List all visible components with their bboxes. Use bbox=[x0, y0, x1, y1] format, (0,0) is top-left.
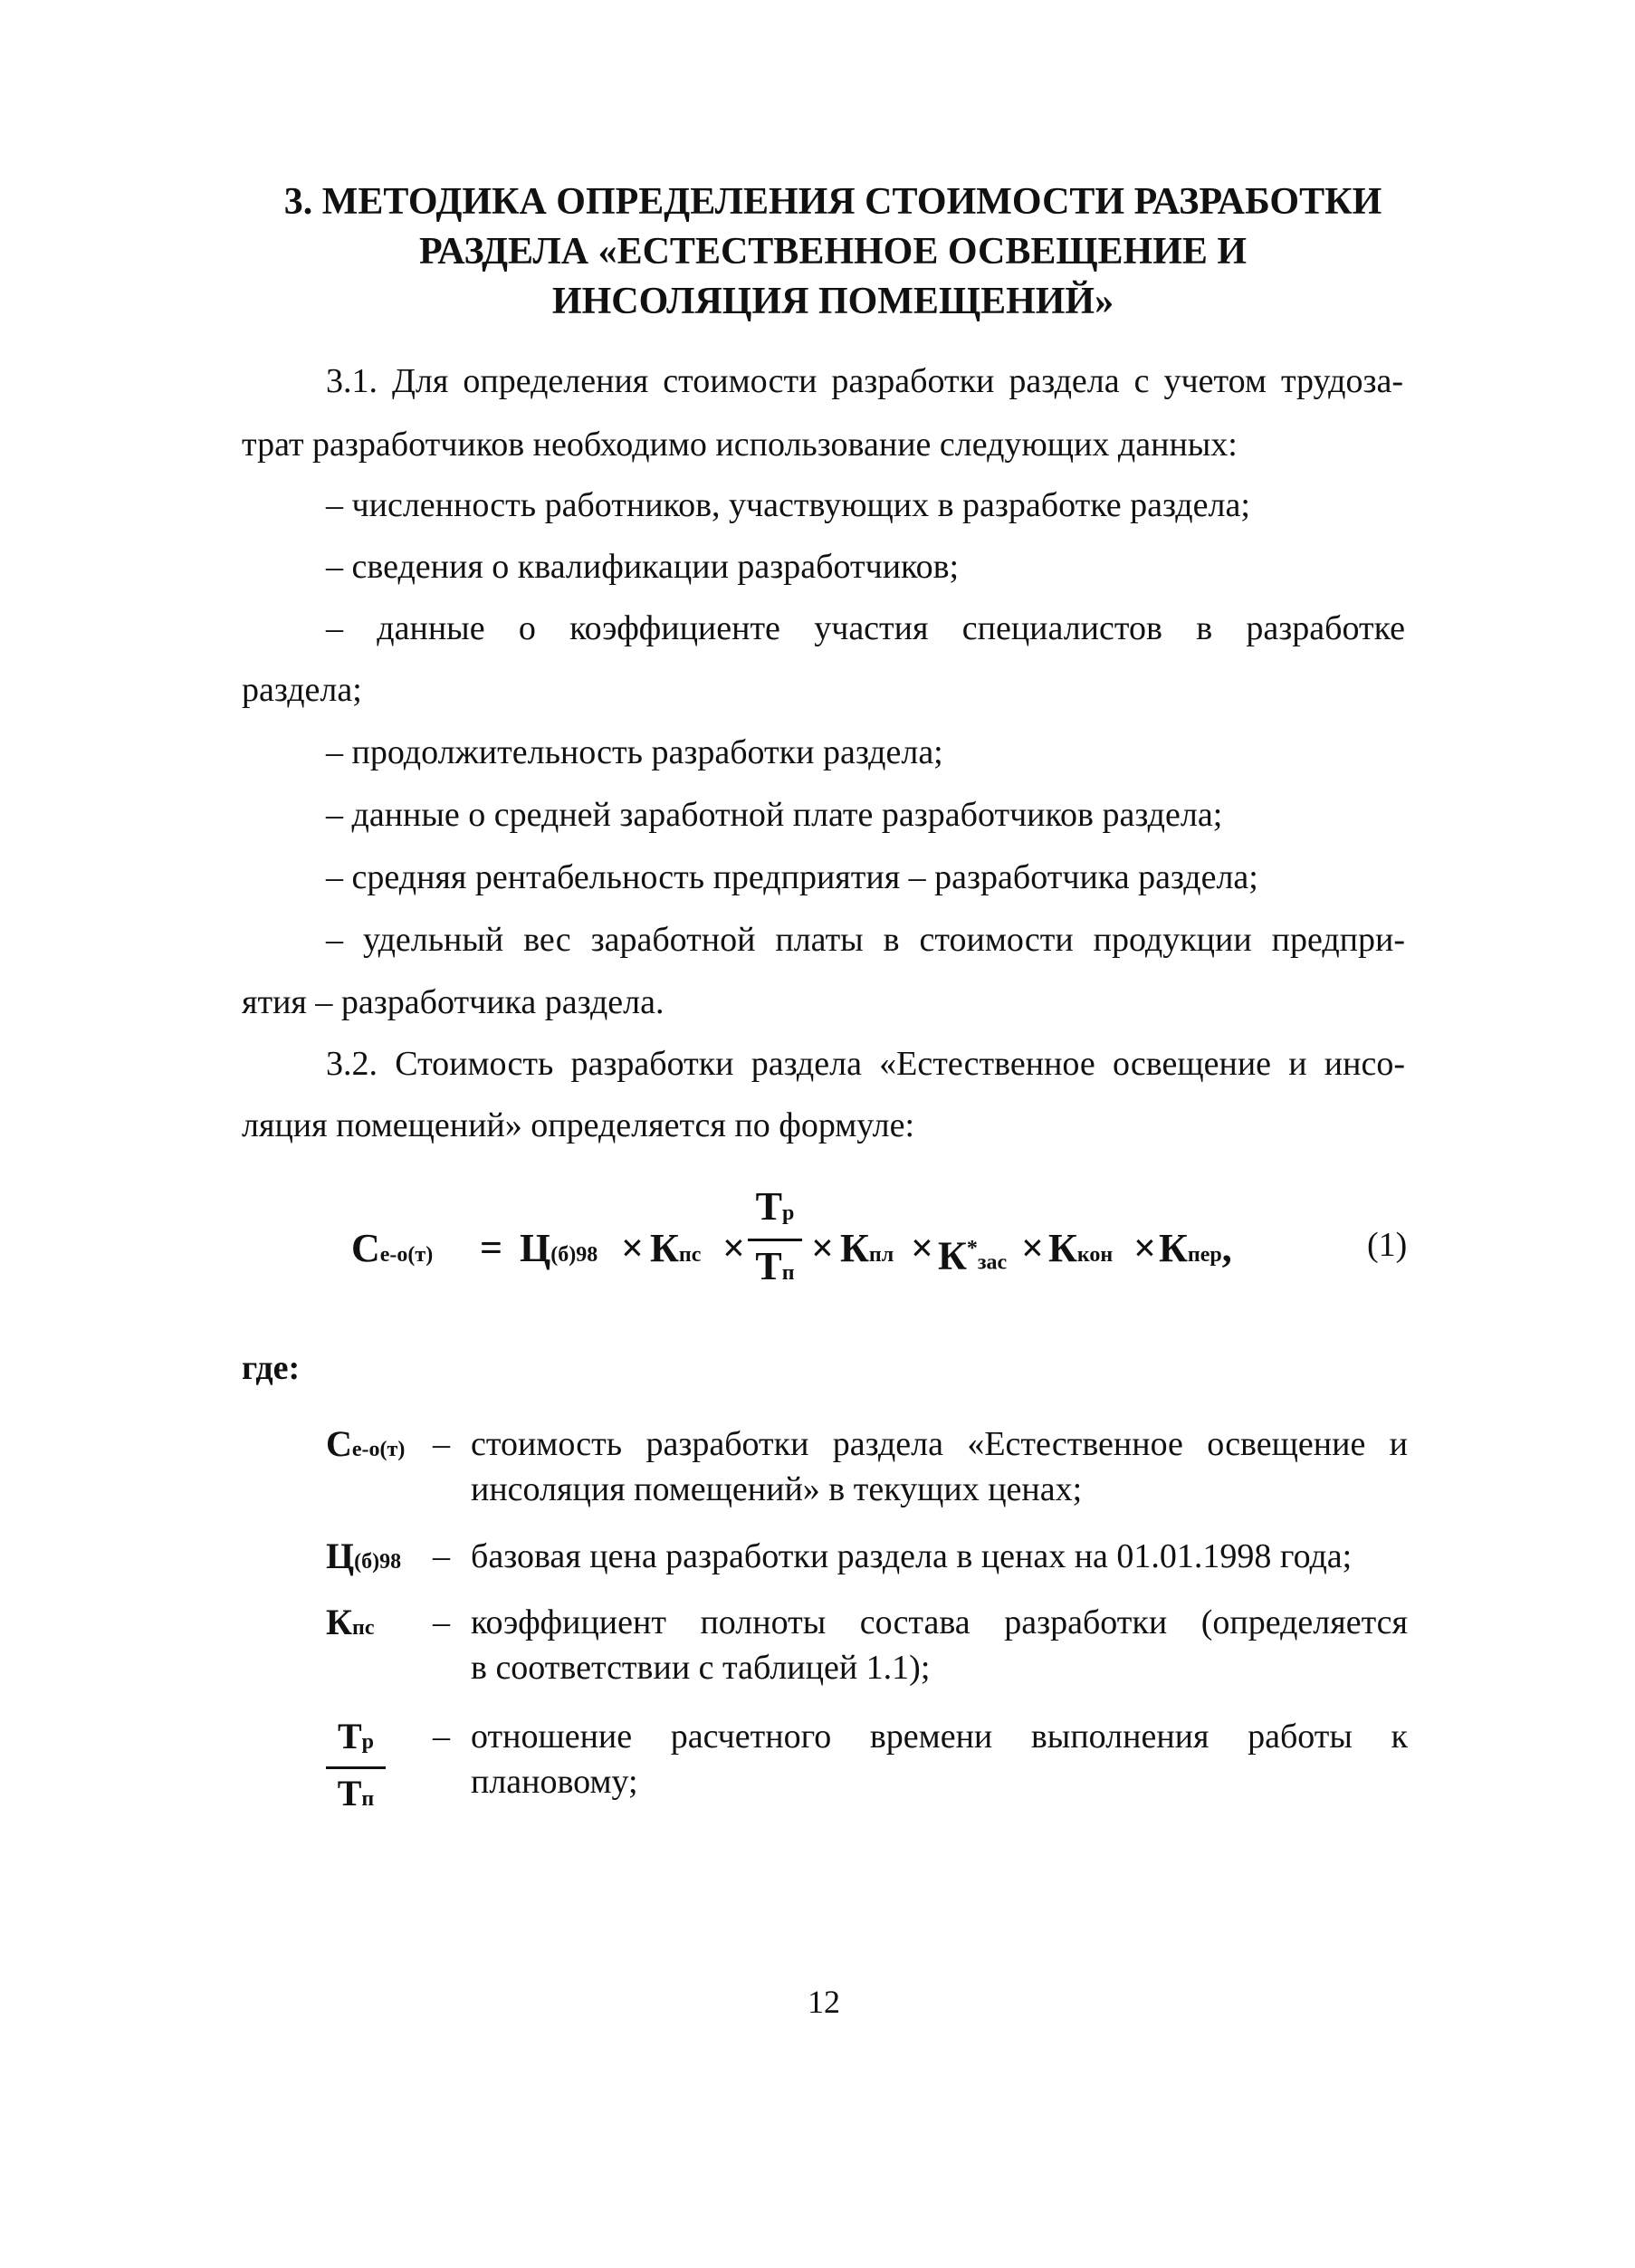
definition-base-price bbox=[326, 1534, 1408, 1579]
formula-times: × bbox=[722, 1226, 746, 1270]
fraction-numerator: Тр bbox=[337, 1716, 375, 1756]
formula-number: (1) bbox=[1367, 1226, 1408, 1264]
cost-formula bbox=[351, 1184, 1238, 1311]
formula-times: × bbox=[1021, 1226, 1045, 1270]
definition-dash: – bbox=[433, 1537, 450, 1575]
definition-text: базовая цена разработки раздела в ценах на 01.01.1998 года; bbox=[471, 1537, 1353, 1575]
definition-symbol: Кпс bbox=[326, 1602, 375, 1642]
list-item-salary-share-line-1: – удельный вес заработной платы в стоимости продукции предпри- bbox=[326, 921, 1405, 959]
page-number: 12 bbox=[808, 1984, 840, 2020]
list-item-salary: – данные о средней заработной плате разработчиков раздела; bbox=[326, 796, 1223, 834]
list-item-duration: – продолжительность разработки раздела; bbox=[326, 733, 943, 771]
paragraph-3-2-line-2: ляция помещений» определяется по формуле: bbox=[242, 1106, 915, 1144]
list-item-salary-share-line-2: ятия – разработчика раздела. bbox=[242, 983, 665, 1021]
list-item-qualification: – сведения о квалификации разработчиков; bbox=[326, 548, 960, 586]
list-item-participation-line-2: раздела; bbox=[242, 671, 362, 709]
paragraph-3-1-line-1: 3.1. Для определения стоимости разработки раздела с учетом трудоза- bbox=[326, 362, 1403, 400]
definition-completeness bbox=[326, 1600, 1408, 1690]
fraction-bar bbox=[748, 1239, 802, 1241]
fraction-bar bbox=[326, 1766, 386, 1769]
formula-times: × bbox=[1133, 1226, 1157, 1270]
section-heading bbox=[272, 177, 1394, 327]
formula-k-pl: Кпл bbox=[840, 1226, 894, 1270]
definition-dash: – bbox=[433, 1718, 450, 1756]
formula-time-ratio-numerator: Тр bbox=[755, 1184, 795, 1229]
definition-symbol: Ц(б)98 bbox=[326, 1536, 402, 1576]
definition-symbol-fraction bbox=[326, 1714, 386, 1822]
formula-times: × bbox=[911, 1226, 934, 1270]
fraction-denominator: Тп bbox=[337, 1773, 375, 1813]
formula-k-ps: Кпс bbox=[650, 1226, 702, 1270]
paragraph-3-1-line-2: трат разработчиков необходимо использование следующих данных: bbox=[242, 426, 1238, 464]
formula-time-ratio bbox=[748, 1184, 802, 1296]
formula-base-price: Ц(б)98 bbox=[520, 1226, 598, 1270]
definition-time-ratio bbox=[326, 1714, 1408, 1813]
formula-lhs: Се-о(т) bbox=[351, 1226, 434, 1270]
paragraph-3-2-line-1: 3.2. Стоимость разработки раздела «Естественное освещение и инсо- bbox=[326, 1045, 1405, 1083]
where-label: где: bbox=[242, 1349, 301, 1387]
heading-line-2: РАЗДЕЛА «ЕСТЕСТВЕННОЕ ОСВЕЩЕНИЕ И bbox=[418, 231, 1248, 273]
heading-line-3: ИНСОЛЯЦИЯ ПОМЕЩЕНИЙ» bbox=[551, 281, 1114, 322]
list-item-profitability: – средняя рентабельность предприятия – разработчика раздела; bbox=[326, 858, 1258, 896]
formula-time-ratio-denominator: Тп bbox=[755, 1244, 795, 1288]
list-item-staff: – численность работников, участвующих в разработке раздела; bbox=[326, 486, 1250, 524]
formula-times: × bbox=[811, 1226, 835, 1270]
definition-dash: – bbox=[433, 1603, 450, 1641]
formula-k-per: Кпер, bbox=[1159, 1226, 1232, 1270]
formula-times: × bbox=[621, 1226, 645, 1270]
list-item-participation-line-1: – данные о коэффициенте участия специалистов в разработке bbox=[326, 609, 1405, 647]
definition-cost bbox=[326, 1421, 1408, 1512]
heading-line-1: 3. МЕТОДИКА ОПРЕДЕЛЕНИЯ СТОИМОСТИ РАЗРАБОТКИ bbox=[283, 181, 1382, 223]
definition-text: отношение расчетного времени выполнения работы к плановому; bbox=[471, 1718, 1408, 1801]
formula-equals: = bbox=[480, 1226, 503, 1270]
formula-k-zas: К*зас bbox=[938, 1233, 1008, 1278]
formula-k-kon: Ккон bbox=[1048, 1226, 1114, 1270]
definition-text: стоимость разработки раздела «Естественное освещение и инсоляция помещений» в текущих ценах; bbox=[471, 1425, 1408, 1508]
definition-dash: – bbox=[433, 1425, 450, 1463]
definition-symbol: Се-о(т) bbox=[326, 1423, 406, 1464]
definition-text: коэффициент полноты состава разработки (определяется в соответствии с таблицей 1.1); bbox=[471, 1603, 1408, 1687]
